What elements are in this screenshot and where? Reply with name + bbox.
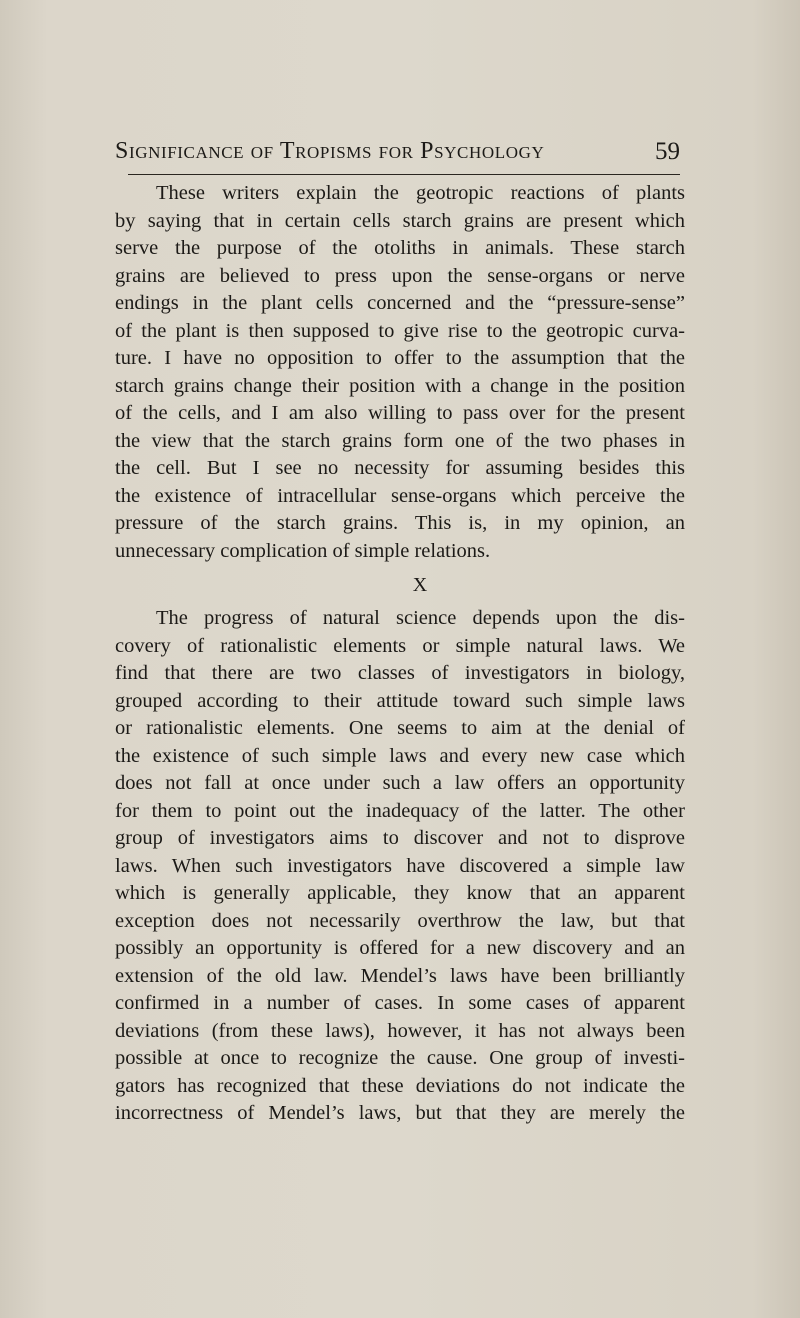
text-line: The progress of natural science depends upon the dis- xyxy=(156,607,685,629)
section-mark: X xyxy=(412,574,428,596)
text-line: or rationalistic elements. One seems to aim at the denial of xyxy=(115,717,685,739)
text-line: which is generally applicable, they know that an apparent xyxy=(115,882,685,904)
text-line: gators has recognized that these deviations do not indicate the xyxy=(115,1074,685,1097)
body-text xyxy=(115,180,685,1128)
text-line: group of investigators aims to discover and not to disprove xyxy=(115,827,685,849)
text-line: possible at once to recognize the cause. One group of investi- xyxy=(115,1047,685,1069)
text-line: of the cells, and I am also willing to pass over for the present xyxy=(115,402,685,424)
text-line: by saying that in certain cells starch grains are present which xyxy=(115,209,685,232)
text-line: extension of the old law. Mendel’s laws have been brilliantly xyxy=(115,964,685,987)
text-line: does not fall at once under such a law offers an opportunity xyxy=(115,772,685,794)
text-line: unnecessary complication of simple relations. xyxy=(115,539,491,562)
text-line: incorrectness of Mendel’s laws, but that they are merely the xyxy=(115,1102,685,1124)
text-line: the existence of intracellular sense-organs which perceive the xyxy=(115,484,685,507)
text-line: endings in the plant cells concerned and the “pressure-sense” xyxy=(115,292,685,314)
text-line: the view that the starch grains form one of the two phases in xyxy=(115,429,685,452)
header-rule xyxy=(128,174,680,175)
text-line: ture. I have no opposition to offer to the assumption that the xyxy=(115,347,685,369)
text-line: These writers explain the geotropic reactions of plants xyxy=(156,182,685,204)
text-line: laws. When such investigators have discovered a simple law xyxy=(115,854,685,877)
text-line: exception does not necessarily overthrow the law, but that xyxy=(115,909,685,932)
text-line: deviations (from these laws), however, it has not always been xyxy=(115,1019,685,1042)
text-line: for them to point out the inadequacy of the latter. The other xyxy=(115,799,685,822)
text-line: find that there are two classes of investigators in biology, xyxy=(115,662,685,684)
text-line: serve the purpose of the otoliths in animals. These starch xyxy=(115,237,685,259)
text-line: confirmed in a number of cases. In some cases of apparent xyxy=(115,992,685,1014)
paragraph-1 xyxy=(115,180,685,565)
text-line: starch grains change their position with a change in the position xyxy=(115,374,685,397)
text-line: grouped according to their attitude toward such simple laws xyxy=(115,689,685,712)
text-line: of the plant is then supposed to give rise to the geotropic curva- xyxy=(115,319,685,342)
text-line: the existence of such simple laws and every new case which xyxy=(115,744,685,767)
running-head xyxy=(115,138,680,178)
text-line: pressure of the starch grains. This is, in my opinion, an xyxy=(115,512,685,534)
text-line: possibly an opportunity is offered for a new discovery and an xyxy=(115,937,685,959)
text-line: grains are believed to press upon the sense-organs or nerve xyxy=(115,264,685,287)
text-line: the cell. But I see no necessity for assuming besides this xyxy=(115,457,685,479)
text-line: covery of rationalistic elements or simple natural laws. We xyxy=(115,634,685,657)
page-number: 59 xyxy=(655,138,680,165)
paragraph-2 xyxy=(115,605,685,1128)
running-title: Significance of Tropisms for Psychology xyxy=(115,138,545,164)
